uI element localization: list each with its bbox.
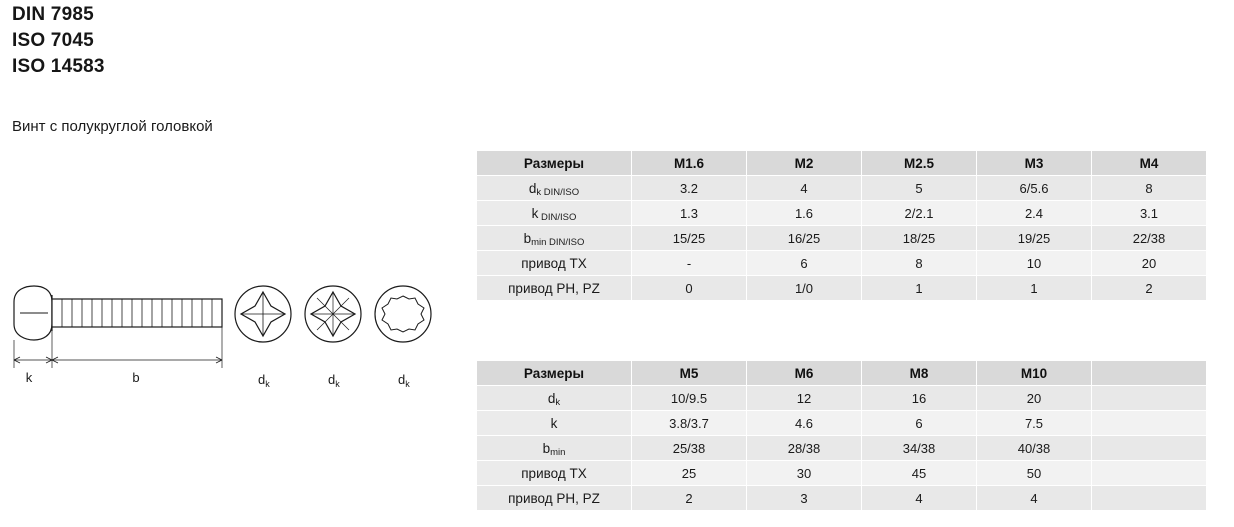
- cell: 20: [1092, 251, 1207, 276]
- table-row: [477, 436, 1207, 461]
- table-header-row: [477, 361, 1207, 386]
- column-header: M3: [977, 151, 1092, 176]
- row-label: $d_k$: [477, 386, 632, 411]
- pan-head-screw-diagram: [0, 262, 450, 392]
- cell: 16/25: [747, 226, 862, 251]
- table-row: [477, 276, 1207, 301]
- cell: 25/38: [632, 436, 747, 461]
- cell: -: [632, 251, 747, 276]
- cell: 45: [862, 461, 977, 486]
- column-header: M10: [977, 361, 1092, 386]
- dim-label-b: b: [132, 370, 140, 385]
- table-row: [477, 411, 1207, 436]
- cell: 1/0: [747, 276, 862, 301]
- column-header: M2: [747, 151, 862, 176]
- cell: 3: [747, 486, 862, 511]
- cell: 50: [977, 461, 1092, 486]
- cell: 7.5: [977, 411, 1092, 436]
- row-label: привод PH, PZ: [477, 276, 632, 301]
- dim-label-dk-pz: $d_k$: [328, 372, 340, 389]
- cell: 4: [977, 486, 1092, 511]
- row-label: $b_{min}$ DIN/ISO: [477, 226, 632, 251]
- dim-label-k: k: [25, 370, 33, 385]
- column-header: M1.6: [632, 151, 747, 176]
- cell: 1.3: [632, 201, 747, 226]
- cell: 10/9.5: [632, 386, 747, 411]
- cell-empty: [1092, 461, 1207, 486]
- cell: 2: [1092, 276, 1207, 301]
- dim-label-dk-tx: $d_k$: [398, 372, 410, 389]
- cell: 28/38: [747, 436, 862, 461]
- column-header: Размеры: [477, 361, 632, 386]
- standards-list: [12, 2, 105, 80]
- cell-empty: [1092, 486, 1207, 511]
- cell: 8: [862, 251, 977, 276]
- row-label: $b_{min}$: [477, 436, 632, 461]
- column-header: Размеры: [477, 151, 632, 176]
- page-title: Винт с полукруглой головкой: [12, 118, 213, 135]
- cell: 30: [747, 461, 862, 486]
- cell: 6: [747, 251, 862, 276]
- cell: 3.8/3.7: [632, 411, 747, 436]
- table-row: [477, 201, 1207, 226]
- table-row: [477, 226, 1207, 251]
- column-header: M4: [1092, 151, 1207, 176]
- cell: 4: [862, 486, 977, 511]
- standard-din-7985: DIN 7985: [12, 4, 94, 25]
- cell: 19/25: [977, 226, 1092, 251]
- row-label: привод TX: [477, 251, 632, 276]
- cell: 15/25: [632, 226, 747, 251]
- column-header-empty: [1092, 361, 1207, 386]
- column-header: M6: [747, 361, 862, 386]
- row-label: привод PH, PZ: [477, 486, 632, 511]
- standard-iso-7045: ISO 7045: [12, 30, 94, 51]
- table-header-row: [477, 151, 1207, 176]
- cell: 2/2.1: [862, 201, 977, 226]
- cell-empty: [1092, 386, 1207, 411]
- screw-drawing-svg: [0, 262, 450, 392]
- cell-empty: [1092, 411, 1207, 436]
- cell: 2: [632, 486, 747, 511]
- row-label: $d_k$ DIN/ISO: [477, 176, 632, 201]
- cell: 1: [862, 276, 977, 301]
- dimensions-table-metric-large: [476, 360, 1207, 511]
- table-row: [477, 486, 1207, 511]
- cell: 1: [977, 276, 1092, 301]
- standard-iso-14583: ISO 14583: [12, 56, 105, 77]
- cell: 3.2: [632, 176, 747, 201]
- column-header: M2.5: [862, 151, 977, 176]
- cell: 6: [862, 411, 977, 436]
- cell: 4.6: [747, 411, 862, 436]
- cell: 6/5.6: [977, 176, 1092, 201]
- column-header: M5: [632, 361, 747, 386]
- cell: 3.1: [1092, 201, 1207, 226]
- cell: 18/25: [862, 226, 977, 251]
- table-row: [477, 176, 1207, 201]
- table-row: [477, 251, 1207, 276]
- cell: 1.6: [747, 201, 862, 226]
- dimensions-table-metric-small: [476, 150, 1207, 301]
- cell: 10: [977, 251, 1092, 276]
- column-header: M8: [862, 361, 977, 386]
- cell: 25: [632, 461, 747, 486]
- cell: 4: [747, 176, 862, 201]
- cell: 5: [862, 176, 977, 201]
- cell: 16: [862, 386, 977, 411]
- dim-label-dk-ph: $d_k$: [258, 372, 270, 389]
- cell: 0: [632, 276, 747, 301]
- row-label: k: [477, 411, 632, 436]
- cell: 2.4: [977, 201, 1092, 226]
- row-label: привод TX: [477, 461, 632, 486]
- cell: 22/38: [1092, 226, 1207, 251]
- cell-empty: [1092, 436, 1207, 461]
- cell: 40/38: [977, 436, 1092, 461]
- cell: 8: [1092, 176, 1207, 201]
- table-row: [477, 461, 1207, 486]
- cell: 12: [747, 386, 862, 411]
- row-label: k DIN/ISO: [477, 201, 632, 226]
- cell: 34/38: [862, 436, 977, 461]
- cell: 20: [977, 386, 1092, 411]
- table-row: [477, 386, 1207, 411]
